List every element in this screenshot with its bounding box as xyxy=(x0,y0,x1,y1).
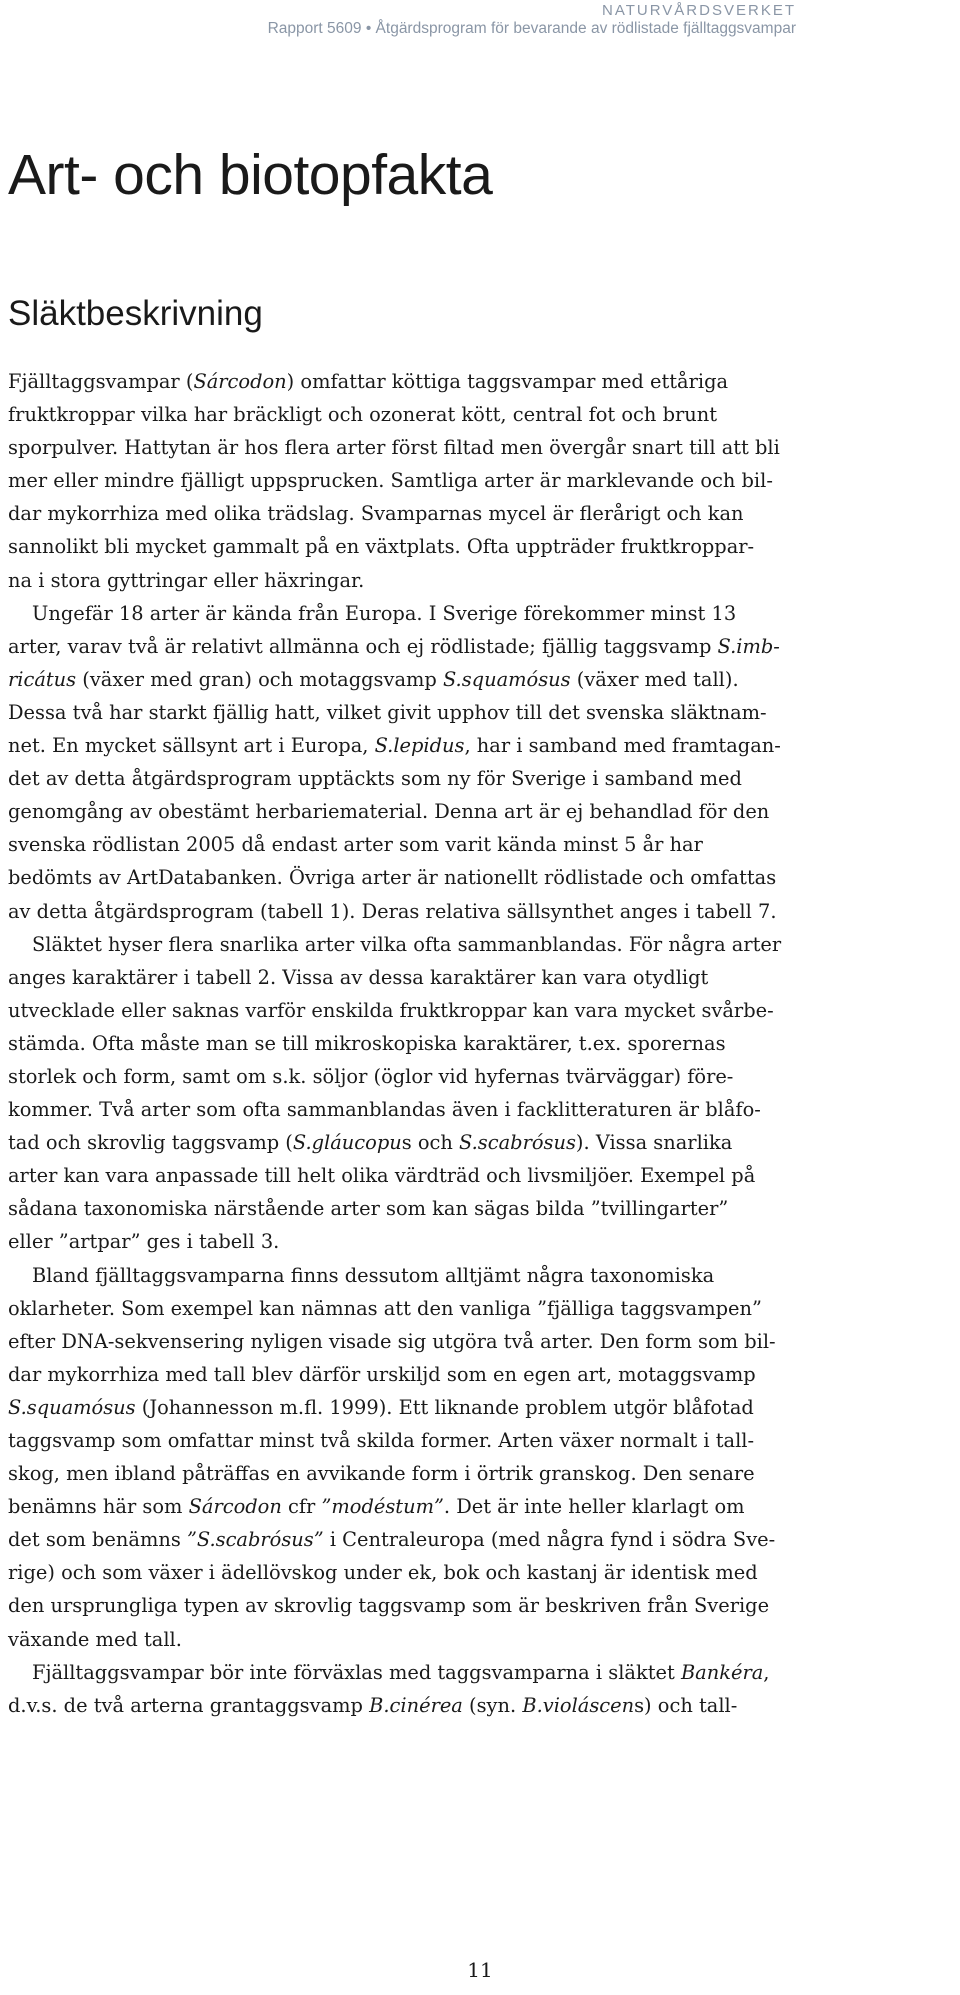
text-segment: benämns här som xyxy=(8,1495,189,1519)
text-segment: oklarheter. Som exempel kan nämnas att den vanliga ”fjälliga taggsvampen” xyxy=(8,1296,762,1320)
text-line xyxy=(8,1391,781,1424)
text-segment: Släktet hyser flera snarlika arter vilka ofta sammanblandas. För några arter xyxy=(32,932,782,956)
text-line xyxy=(8,1126,781,1159)
text-segment: . Det är inte heller klarlagt om xyxy=(443,1495,745,1519)
text-line xyxy=(8,1556,781,1589)
text-line xyxy=(8,1027,781,1060)
italic-text: Bankéra xyxy=(680,1660,764,1684)
text-line xyxy=(8,663,781,696)
italic-text: S.squamósus xyxy=(8,1395,136,1419)
text-segment: (Johannesson m.fl. 1999). Ett liknande problem utgör blåfotad xyxy=(135,1395,754,1419)
text-line xyxy=(8,1159,781,1192)
text-line xyxy=(8,961,781,994)
text-line xyxy=(8,1093,781,1126)
text-segment: storlek och form, samt om s.k. söljor (öglor vid hyfernas tvärväggar) före- xyxy=(8,1064,734,1088)
text-line xyxy=(8,1523,781,1556)
text-line xyxy=(8,1490,781,1523)
text-segment: ) omfattar köttiga taggsvampar med ettåriga xyxy=(286,370,729,393)
text-segment: utvecklade eller saknas varför enskilda fruktkroppar kan vara mycket svårbe- xyxy=(8,998,774,1022)
text-line xyxy=(8,630,781,663)
text-segment: sådana taxonomiska närstående arter som kan sägas bilda ”tvillingarter” xyxy=(8,1197,729,1221)
text-segment: (syn. xyxy=(462,1693,523,1717)
text-segment: det som benämns xyxy=(8,1528,187,1552)
italic-text: S.gláucopu xyxy=(292,1131,402,1155)
text-segment: Dessa två har starkt fjällig hatt, vilket givit upphov till det svenska släktnam- xyxy=(8,700,767,724)
header-agency: NATURVÅRDSVERKET xyxy=(602,2,796,19)
text-segment: tad och skrovlig taggsvamp ( xyxy=(8,1131,293,1155)
text-line xyxy=(8,1192,781,1225)
text-line xyxy=(8,1424,781,1457)
text-line xyxy=(8,497,781,530)
italic-text: Sárcodon xyxy=(193,370,287,393)
text-line xyxy=(8,464,781,497)
text-line xyxy=(8,1225,781,1258)
text-line xyxy=(8,1457,781,1490)
text-segment: den ursprungliga typen av skrovlig taggsvamp som är beskriven från Sverige xyxy=(8,1594,770,1618)
text-segment: kommer. Två arter som ofta sammanblandas även i facklitteraturen är blåfo- xyxy=(8,1098,761,1122)
text-line xyxy=(8,1259,781,1292)
text-segment: eller ”artpar” ges i tabell 3. xyxy=(8,1230,280,1254)
text-segment: svenska rödlistan 2005 då endast arter som varit kända minst 5 år har xyxy=(8,833,703,857)
text-segment: cfr xyxy=(281,1495,322,1519)
text-segment: d.v.s. de två arterna grantaggsvamp xyxy=(8,1693,370,1717)
text-segment: genomgång av obestämt herbariematerial. Denna art är ej behandlad för den xyxy=(8,800,770,824)
section-heading: Släktbeskrivning xyxy=(8,294,263,333)
text-segment: dar mykorrhiza med olika trädslag. Svamparnas mycel är flerårigt och kan xyxy=(8,502,744,526)
text-line xyxy=(8,1060,781,1093)
text-line xyxy=(8,1292,781,1325)
text-segment: ). Vissa snarlika xyxy=(575,1131,733,1155)
text-line xyxy=(8,1358,781,1391)
text-segment: taggsvamp som omfattar minst två skilda former. Arten växer normalt i tall- xyxy=(8,1429,755,1452)
text-line xyxy=(8,795,781,828)
italic-text: ricátus xyxy=(8,667,77,691)
text-line xyxy=(8,365,781,398)
italic-text: B.violáscen xyxy=(522,1693,635,1717)
text-segment: av detta åtgärdsprogram (tabell 1). Deras relativa sällsynthet anges i tabell 7. xyxy=(8,899,777,923)
text-segment: sannolikt bli mycket gammalt på en växtplats. Ofta uppträder fruktkroppar- xyxy=(8,535,755,559)
text-line xyxy=(8,597,781,630)
text-segment: mer eller mindre fjälligt uppsprucken. Samtliga arter är marklevande och bil- xyxy=(8,469,773,493)
text-line xyxy=(8,1656,781,1689)
text-segment: (växer med tall). xyxy=(570,667,739,691)
text-line xyxy=(8,1589,781,1622)
text-line xyxy=(8,1325,781,1358)
text-segment: Fjälltaggsvampar ( xyxy=(8,370,194,393)
text-segment: stämda. Ofta måste man se till mikroskopiska karaktärer, t.ex. sporernas xyxy=(8,1031,726,1055)
text-segment: fruktkroppar vilka har bräckligt och ozonerat kött, central fot och brunt xyxy=(8,403,718,427)
text-segment: bedömts av ArtDatabanken. Övriga arter är nationellt rödlistade och omfattas xyxy=(8,866,777,890)
text-line xyxy=(8,994,781,1027)
text-segment: , xyxy=(763,1660,770,1684)
text-segment: anges karaktärer i tabell 2. Vissa av dessa karaktärer kan vara otydligt xyxy=(8,965,709,989)
italic-text: ”modéstum” xyxy=(321,1495,444,1519)
text-line xyxy=(8,398,781,431)
text-segment: Bland fjälltaggsvamparna finns dessutom alltjämt några taxonomiska xyxy=(32,1263,715,1287)
text-segment: skog, men ibland påträffas en avvikande form i örtrik granskog. Den senare xyxy=(8,1462,755,1486)
italic-text: ”S.scabrósus” xyxy=(186,1528,324,1552)
text-line xyxy=(8,564,781,597)
body-text xyxy=(8,365,781,1722)
italic-text: B.cinérea xyxy=(369,1693,463,1717)
text-segment: det av detta åtgärdsprogram upptäckts som ny för Sverige i samband med xyxy=(8,767,742,791)
text-segment: (växer med gran) och motaggsvamp xyxy=(76,667,443,691)
text-segment: dar mykorrhiza med tall blev därför urskiljd som en egen art, motaggsvamp xyxy=(8,1362,756,1386)
italic-text: S.imb- xyxy=(717,634,780,658)
text-line xyxy=(8,530,781,563)
text-line xyxy=(8,928,781,961)
page-number: 11 xyxy=(467,1958,493,1982)
text-segment: s) och tall- xyxy=(634,1693,738,1717)
italic-text: S.scabrósus xyxy=(459,1131,576,1155)
text-line xyxy=(8,1623,781,1656)
text-line xyxy=(8,696,781,729)
text-line xyxy=(8,431,781,464)
text-line xyxy=(8,861,781,894)
italic-text: S.squamósus xyxy=(442,667,571,691)
text-line xyxy=(8,762,781,795)
text-segment: Ungefär 18 arter är kända från Europa. I Sverige förekommer minst 13 xyxy=(32,601,737,625)
text-line xyxy=(8,1689,781,1722)
text-segment: växande med tall. xyxy=(8,1627,182,1651)
text-segment: Fjälltaggsvampar bör inte förväxlas med taggsvamparna i släktet xyxy=(32,1660,681,1684)
text-segment: , har i samband med framtagan- xyxy=(464,734,781,758)
header-report-title: Rapport 5609 • Åtgärdsprogram för bevarande av rödlistade fjälltaggsvampar xyxy=(267,20,796,37)
italic-text: S.lepidus xyxy=(374,734,465,758)
text-segment: na i stora gyttringar eller häxringar. xyxy=(8,568,365,592)
italic-text: Sárcodon xyxy=(188,1495,282,1519)
text-segment: rige) och som växer i ädellövskog under ek, bok och kastanj är identisk med xyxy=(8,1561,758,1585)
text-line xyxy=(8,729,781,762)
text-line xyxy=(8,895,781,928)
text-segment: arter kan vara anpassade till helt olika värdträd och livsmiljöer. Exempel på xyxy=(8,1164,756,1188)
text-line xyxy=(8,828,781,861)
text-segment: sporpulver. Hattytan är hos flera arter först filtad men övergår snart till att bli xyxy=(8,436,780,460)
text-segment: arter, varav två är relativt allmänna och ej rödlistade; fjällig taggsvamp xyxy=(8,634,718,658)
text-segment: efter DNA-sekvensering nyligen visade sig utgöra två arter. Den form som bil- xyxy=(8,1329,776,1353)
text-segment: i Centraleuropa (med några fynd i södra Sve- xyxy=(323,1528,776,1552)
page-title: Art- och biotopfakta xyxy=(8,143,493,207)
text-segment: net. En mycket sällsynt art i Europa, xyxy=(8,734,375,758)
text-segment: s och xyxy=(401,1131,460,1155)
